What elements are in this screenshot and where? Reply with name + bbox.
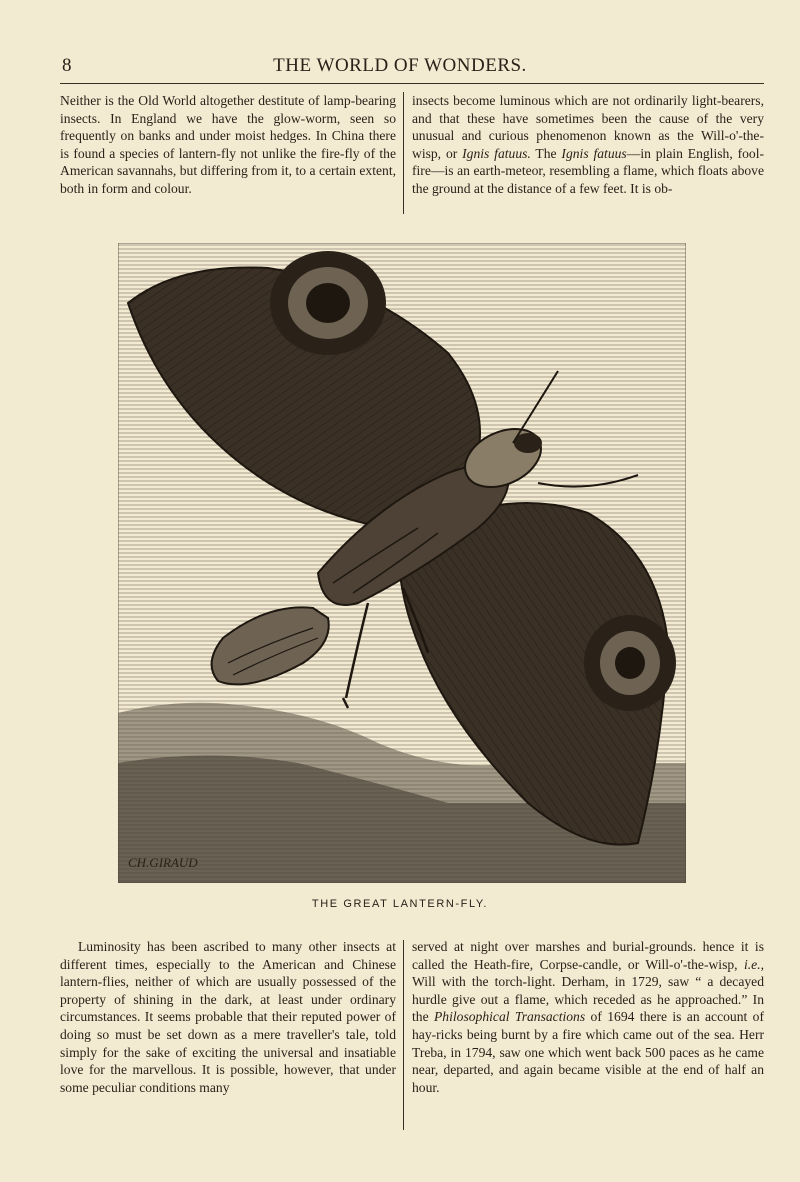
- italic-term: Ignis fatuus.: [462, 145, 531, 161]
- text-run: —in plain English, fool-fire—is an earth-meteor, resembling a flame, which floats above the ground at the distance of a few feet. It is ob-: [412, 145, 765, 196]
- text-run: of 1694 there is an account of hay-ricks being burnt by a fire which came out of the sea. Herr Treba, in 1794, saw one which went back 500 paces as he came near, departed, and again became visible at the end of half an hour.: [412, 1009, 764, 1095]
- column-divider-bottom: [403, 940, 404, 1130]
- text-run: insects become luminous which are not ordinarily light-bearers, and that these have sometimes been the cause of the very unusual and curious phenomenon known as the Will-o'-the-wisp, or: [412, 93, 764, 161]
- italic-term: i.e.,: [743, 956, 764, 972]
- text-run: Will with the torch-light. Derham, in 1729, saw “ a decayed hurdle give out a flame, which receded as he approached.” In the: [412, 974, 764, 1025]
- bottom-left-column: [60, 938, 396, 1096]
- paragraph-ignis-fatuus: [412, 92, 764, 198]
- engraver-signature: CH.GIRAUD: [128, 855, 198, 870]
- italic-term: Ignis fatuus: [561, 145, 627, 161]
- figure-caption: THE GREAT LANTERN-FLY.: [311, 898, 489, 910]
- paragraph-luminosity: Luminosity has been ascribed to many other insects at different times, especially to the American and Chinese lantern-flies, neither of which are usually possessed of the property of shining in the dark, at least under ordinary circumstances. It seems probable that their reputed power of doing so must be set down as a mere traveller's tale, told simply for the sake of exciting the universal and insatiable love for the marvellous. It is possible, however, that under some peculiar conditions many: [60, 939, 396, 1095]
- paragraph-heath-fire: [412, 938, 764, 1096]
- column-divider-top: [403, 92, 404, 214]
- eye-spot-bottom: [584, 615, 676, 711]
- header-rule: [60, 83, 764, 84]
- top-right-column: [412, 92, 764, 198]
- italic-term: Philosophical Transactions: [434, 1009, 586, 1025]
- top-left-column: [60, 92, 396, 198]
- eye-spot-top: [270, 251, 386, 355]
- running-title: THE WORLD OF WONDERS.: [273, 55, 527, 76]
- paragraph-old-world: Neither is the Old World altogether destitute of lamp-bearing insects. In England we have the glow-worm, seen so frequently on banks and under moist hedges. In China there is found a species of lantern-fly not unlike the fire-fly of the American savannahs, but differing from it, to a certain extent, both in form and colour.: [60, 93, 396, 196]
- bottom-right-column: [412, 938, 764, 1096]
- page-number: 8: [62, 55, 72, 76]
- lantern-fly-engraving: [118, 243, 686, 883]
- text-run: served at night over marshes and burial-grounds. hence it is called the Heath-fire, Corpse-candle, or Will-o'-the-wisp,: [412, 939, 764, 972]
- text-run: The: [530, 145, 562, 161]
